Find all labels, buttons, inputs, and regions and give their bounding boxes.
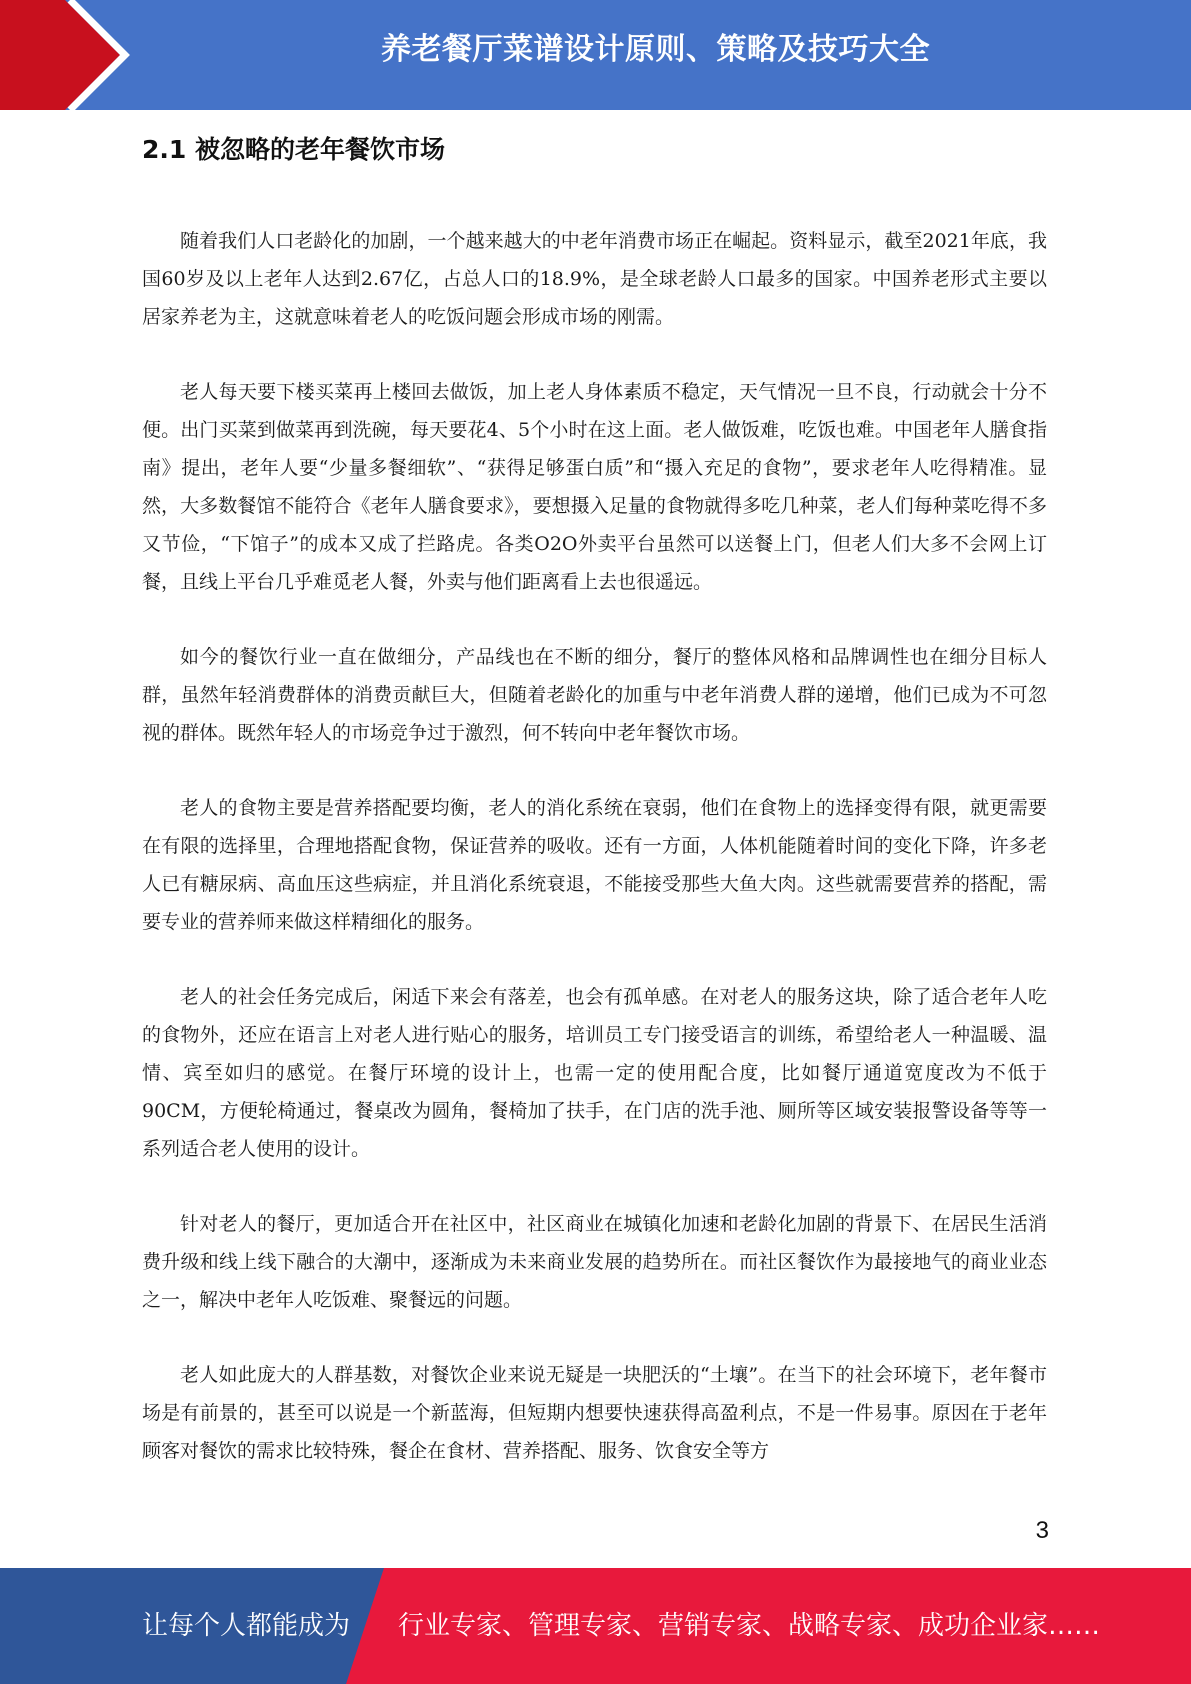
footer-slogan-right: 行业专家、管理专家、营销专家、战略专家、成功企业家…… xyxy=(398,1611,1101,1641)
paragraph: 针对老人的餐厅，更加适合开在社区中，社区商业在城镇化加速和老龄化加剧的背景下、在居民生活消费升级和线上线下融合的大潮中，逐渐成为未来商业发展的趋势所在。而社区餐饮作为最接地气的商业业态之一，解决中老年人吃饭难、聚餐远的问题。 xyxy=(142,1213,1047,1311)
page-header xyxy=(0,0,1191,110)
paragraph: 随着我们人口老龄化的加剧，一个越来越大的中老年消费市场正在崛起。资料显示，截至2021年底，我国60岁及以上老年人达到2.67亿，占总人口的18.9%，是全球老龄人口最多的国家。中国养老形式主要以居家养老为主，这就意味着老人的吃饭问题会形成市场的刚需。 xyxy=(142,230,1047,328)
paragraph: 老人如此庞大的人群基数，对餐饮企业来说无疑是一块肥沃的“土壤”。在当下的社会环境下，老年餐市场是有前景的，甚至可以说是一个新蓝海，但短期内想要快速获得高盈利点，不是一件易事。原因在于老年顾客对餐饮的需求比较特殊，餐企在食材、营养搭配、服务、饮食安全等方 xyxy=(142,1364,1047,1462)
page-number: 3 xyxy=(1035,1517,1049,1544)
paragraph: 老人每天要下楼买菜再上楼回去做饭，加上老人身体素质不稳定，天气情况一旦不良，行动就会十分不便。出门买菜到做菜再到洗碗，每天要花4、5个小时在这上面。老人做饭难，吃饭也难。中国老年人膳食指南》提出，老年人要“少量多餐细软”、“获得足够蛋白质”和“摄入充足的食物”，要求老年人吃得精准。显然，大多数餐馆不能符合《老年人膳食要求》，要想摄入足量的食物就得多吃几种菜，老人们每种菜吃得不多又节俭，“下馆子”的成本又成了拦路虎。各类O2O外卖平台虽然可以送餐上门，但老人们大多不会网上订餐，且线上平台几乎难觅老人餐，外卖与他们距离看上去也很遥远。 xyxy=(142,381,1047,593)
footer-slogan-left: 让每个人都能成为 xyxy=(142,1611,351,1641)
page-footer xyxy=(0,1568,1191,1684)
paragraph: 如今的餐饮行业一直在做细分，产品线也在不断的细分，餐厅的整体风格和品牌调性也在细分目标人群，虽然年轻消费群体的消费贡献巨大，但随着老龄化的加重与中老年消费人群的递增，他们已成为不可忽视的群体。既然年轻人的市场竞争过于激烈，何不转向中老年餐饮市场。 xyxy=(142,646,1047,744)
section-heading: 2.1 被忽略的老年餐饮市场 xyxy=(142,135,445,164)
paragraph: 老人的社会任务完成后，闲适下来会有落差，也会有孤单感。在对老人的服务这块，除了适合老年人吃的食物外，还应在语言上对老人进行贴心的服务，培训员工专门接受语言的训练，希望给老人一种温暖、温情、宾至如归的感觉。在餐厅环境的设计上，也需一定的使用配合度，比如餐厅通道宽度改为不低于90CM，方便轮椅通过，餐桌改为圆角，餐椅加了扶手，在门店的洗手池、厕所等区域安装报警设备等等一系列适合老人使用的设计。 xyxy=(142,986,1047,1160)
body-text xyxy=(142,222,1047,1507)
paragraph: 老人的食物主要是营养搭配要均衡，老人的消化系统在衰弱，他们在食物上的选择变得有限，就更需要在有限的选择里，合理地搭配食物，保证营养的吸收。还有一方面，人体机能随着时间的变化下降，许多老人已有糖尿病、高血压这些病症，并且消化系统衰退，不能接受那些大鱼大肉。这些就需要营养的搭配，需要专业的营养师来做这样精细化的服务。 xyxy=(142,797,1047,933)
document-title: 养老餐厅菜谱设计原则、策略及技巧大全 xyxy=(381,32,930,67)
